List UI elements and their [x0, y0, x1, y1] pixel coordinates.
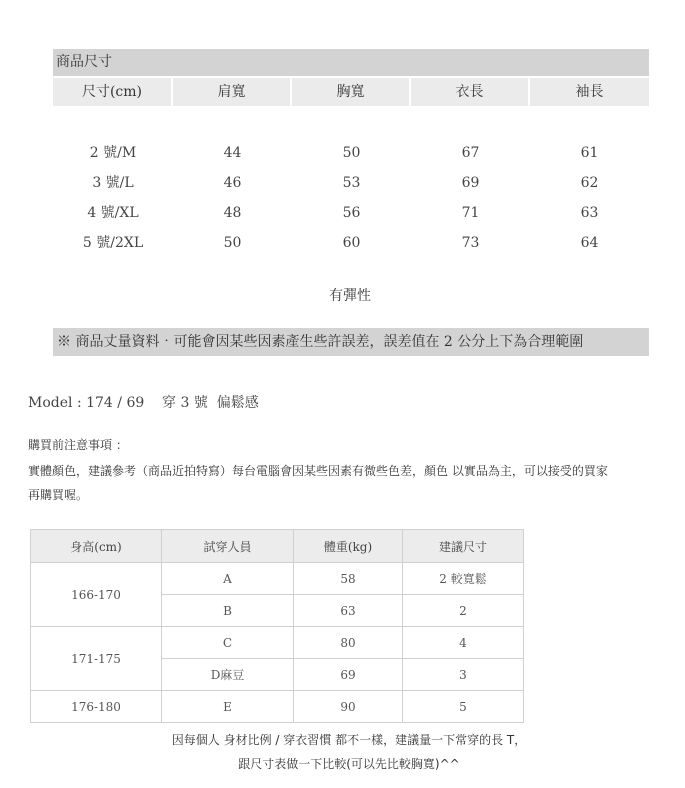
size-cell: 60	[342, 235, 361, 251]
notice-line: 實體顏色，建議參考（商品近拍特寫）每台電腦會因某些因素有微些色差，顏色 以實品為主，可以接受的買家	[28, 464, 608, 478]
fit-header-person: 試穿人員	[162, 530, 294, 563]
footer-line: 因每個人 身材比例 / 穿衣習慣 都不一樣，建議量一下常穿的長 T，	[171, 733, 527, 747]
size-cell: 61	[580, 145, 599, 161]
size-row	[53, 138, 649, 168]
fit-table	[30, 529, 524, 723]
size-row	[53, 198, 649, 228]
size-cell: 50	[342, 145, 361, 161]
fit-header-weight: 體重(kg)	[294, 530, 403, 563]
fit-cell: 58	[294, 563, 403, 595]
size-cell: 64	[580, 235, 599, 251]
size-cell: 44	[223, 145, 242, 161]
fit-cell: 5	[403, 691, 524, 723]
fit-cell: E	[162, 691, 294, 723]
size-cell: 2 號/M	[89, 145, 137, 161]
size-cell: 62	[580, 175, 599, 191]
fit-cell: 63	[294, 595, 403, 627]
notice-body	[28, 459, 678, 507]
fit-height-cell: 166-170	[31, 563, 162, 627]
fit-header-suggest: 建議尺寸	[403, 530, 524, 563]
fit-cell: 3	[403, 659, 524, 691]
size-row	[53, 228, 649, 258]
size-cell: 48	[223, 205, 242, 221]
size-cell: 46	[223, 175, 242, 191]
fit-table-header	[31, 530, 524, 563]
size-header-length: 衣長	[411, 78, 530, 106]
size-cell: 63	[580, 205, 599, 221]
size-cell: 73	[461, 235, 480, 251]
size-cell: 71	[461, 205, 480, 221]
fit-cell: 2 較寬鬆	[403, 563, 524, 595]
fit-cell: 4	[403, 627, 524, 659]
size-cell: 56	[342, 205, 361, 221]
fit-height-cell: 176-180	[31, 691, 162, 723]
size-table-body	[53, 138, 649, 258]
fit-cell: C	[162, 627, 294, 659]
fit-cell: 69	[294, 659, 403, 691]
notice-title: 購買前注意事項 ：	[28, 438, 128, 452]
size-header-shoulder: 肩寬	[173, 78, 292, 106]
fit-header-height: 身高(cm)	[31, 530, 162, 563]
model-info: Model : 174 / 69 穿 3 號 偏鬆感	[28, 395, 259, 411]
size-table-header	[53, 78, 649, 106]
size-cell: 3 號/L	[92, 175, 134, 191]
size-header-size: 尺寸(cm)	[53, 78, 173, 106]
table-row	[31, 627, 524, 659]
fit-cell: A	[162, 563, 294, 595]
size-cell: 4 號/XL	[87, 205, 139, 221]
size-table-title: 商品尺寸	[53, 49, 649, 76]
size-header-chest: 胸寬	[292, 78, 411, 106]
fit-cell: 2	[403, 595, 524, 627]
size-cell: 5 號/2XL	[82, 235, 144, 251]
notice-line: 再購買喔。	[28, 488, 89, 502]
measurement-note: ※ 商品丈量資料‧可能會因某些因素產生些許誤差，誤差值在 2 公分上下為合理範圍	[53, 328, 649, 356]
size-header-sleeve: 袖長	[530, 78, 649, 106]
fit-cell: B	[162, 595, 294, 627]
footer-line: 跟尺寸表做一下比較(可以先比較胸寬)^^	[238, 757, 460, 771]
stretch-label: 有彈性	[329, 288, 371, 304]
fit-cell: 90	[294, 691, 403, 723]
size-cell: 53	[342, 175, 361, 191]
size-cell: 50	[223, 235, 242, 251]
fit-cell: 80	[294, 627, 403, 659]
footer-note	[30, 728, 668, 776]
size-row	[53, 168, 649, 198]
size-cell: 69	[461, 175, 480, 191]
table-row	[31, 563, 524, 595]
size-cell: 67	[461, 145, 480, 161]
fit-cell: D麻豆	[162, 659, 294, 691]
table-row	[31, 691, 524, 723]
fit-height-cell: 171-175	[31, 627, 162, 691]
